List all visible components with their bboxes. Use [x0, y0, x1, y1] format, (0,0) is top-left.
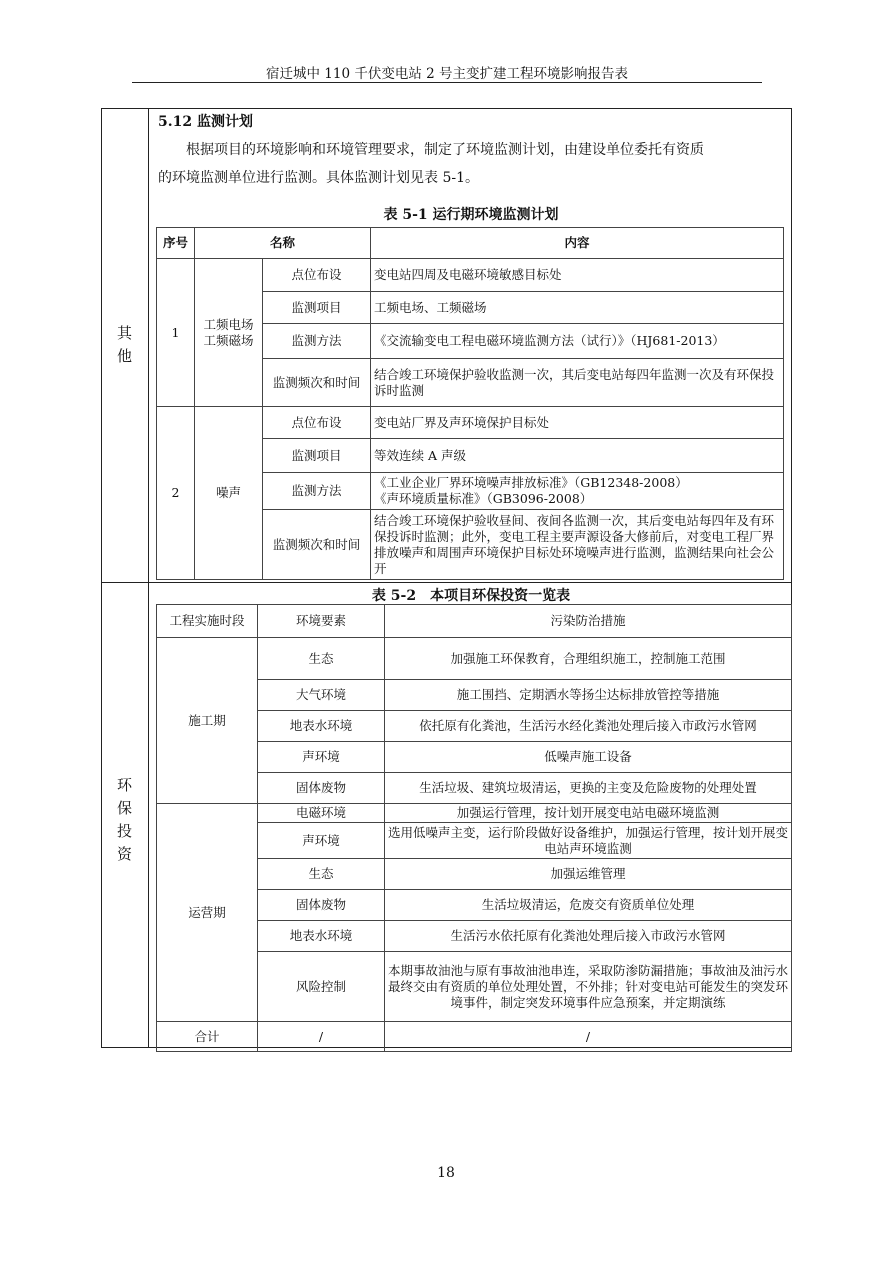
- header-no: 序号: [157, 228, 195, 259]
- header-name: 名称: [195, 228, 371, 259]
- content-cell: 等效连续 A 声级: [371, 439, 784, 473]
- content-cell: 《工业企业厂界环境噪声排放标准》（GB12348-2008） 《声环境质量标准》（GB3096-2008）: [371, 473, 784, 510]
- side-label-other-char2: 他: [116, 347, 132, 365]
- item-cell: 监测频次和时间: [263, 359, 371, 407]
- element-cell: 大气环境: [258, 680, 385, 711]
- header-measure: 污染防治措施: [385, 605, 792, 638]
- table-total-row: [157, 1022, 792, 1052]
- table-header-row: [157, 605, 792, 638]
- content-cell: 结合竣工环境保护验收昼间、夜间各监测一次，其后变电站每四年及有环保投诉时监测；此外，变电工程主要声源设备大修前后，对变电工程厂界排放噪声和周围声环境保护目标处环境噪声进行监测，监测结果向社会公开: [371, 510, 784, 580]
- measure-cell: 依托原有化粪池，生活污水经化粪池处理后接入市政污水管网: [385, 711, 792, 742]
- measure-cell: 加强运行管理，按计划开展变电站电磁环境监测: [385, 804, 792, 823]
- section-title: 5.12 监测计划: [158, 114, 253, 130]
- total-element: /: [258, 1022, 385, 1052]
- measure-cell: 低噪声施工设备: [385, 742, 792, 773]
- content-cell: 变电站四周及电磁环境敏感目标处: [371, 259, 784, 292]
- side-label-invest: 环 保 投 资: [116, 776, 132, 863]
- section-paragraph-line2: 的环境监测单位进行监测。具体监测计划见表 5-1。: [158, 170, 479, 186]
- content-cell: 工频电场、工频磁场: [371, 292, 784, 324]
- element-cell: 声环境: [258, 742, 385, 773]
- measure-cell: 生活垃圾、建筑垃圾清运，更换的主变及危险废物的处理处置: [385, 773, 792, 804]
- element-cell: 电磁环境: [258, 804, 385, 823]
- total-label: 合计: [157, 1022, 258, 1052]
- phase-cell: 运营期: [157, 804, 258, 1022]
- element-cell: 固体废物: [258, 773, 385, 804]
- table-row: [157, 407, 784, 439]
- element-cell: 地表水环境: [258, 921, 385, 952]
- page-number: 18: [437, 1165, 455, 1181]
- phase-cell: 施工期: [157, 638, 258, 804]
- item-cell: 监测方法: [263, 473, 371, 510]
- total-measure: /: [385, 1022, 792, 1052]
- factor-cell: 噪声: [195, 407, 263, 580]
- content-cell: 变电站厂界及声环境保护目标处: [371, 407, 784, 439]
- element-cell: 声环境: [258, 823, 385, 859]
- row-no: 2: [157, 407, 195, 580]
- item-cell: 监测频次和时间: [263, 510, 371, 580]
- measure-cell: 生活垃圾清运，危废交有资质单位处理: [385, 890, 792, 921]
- section-divider: [101, 582, 792, 583]
- header-element: 环境要素: [258, 605, 385, 638]
- element-cell: 风险控制: [258, 952, 385, 1022]
- item-cell: 监测项目: [263, 439, 371, 473]
- table-row: [157, 804, 792, 823]
- table-header-row: [157, 228, 784, 259]
- measure-cell: 加强运维管理: [385, 859, 792, 890]
- table2-caption: 表 5-2 本项目环保投资一览表: [371, 588, 571, 604]
- content-cell: 《交流输变电工程电磁环境监测方法（试行）》（HJ681-2013）: [371, 324, 784, 359]
- section-paragraph-line1: 根据项目的环境影响和环境管理要求，制定了环境监测计划，由建设单位委托有资质: [186, 142, 704, 158]
- item-cell: 点位布设: [263, 259, 371, 292]
- row-no: 1: [157, 259, 195, 407]
- table-row: [157, 259, 784, 292]
- table-row: [157, 638, 792, 680]
- header-phase: 工程实施时段: [157, 605, 258, 638]
- side-column-divider: [148, 108, 149, 1048]
- element-cell: 生态: [258, 638, 385, 680]
- measure-cell: 加强施工环保教育，合理组织施工，控制施工范围: [385, 638, 792, 680]
- measure-cell: 选用低噪声主变，运行阶段做好设备维护，加强运行管理，按计划开展变电站声环境监测: [385, 823, 792, 859]
- measure-cell: 施工围挡、定期洒水等扬尘达标排放管控等措施: [385, 680, 792, 711]
- side-label-other-char1: 其: [116, 324, 132, 342]
- factor-cell: 工频电场 工频磁场: [195, 259, 263, 407]
- element-cell: 固体废物: [258, 890, 385, 921]
- monitoring-plan-table: [156, 227, 784, 580]
- item-cell: 监测方法: [263, 324, 371, 359]
- header-content: 内容: [371, 228, 784, 259]
- measure-cell: 本期事故油池与原有事故油池串连，采取防渗防漏措施；事故油及油污水最终交由有资质的单位处理处置，不外排；针对变电站可能发生的突发环境事件，制定突发环境事件应急预案，并定期演练: [385, 952, 792, 1022]
- header-rule: [132, 82, 762, 83]
- element-cell: 地表水环境: [258, 711, 385, 742]
- page-header: 宿迁城中 110 千伏变电站 2 号主变扩建工程环境影响报告表: [265, 66, 629, 82]
- element-cell: 生态: [258, 859, 385, 890]
- item-cell: 监测项目: [263, 292, 371, 324]
- side-label-other: [101, 322, 148, 368]
- env-investment-table: [156, 604, 792, 1052]
- table1-caption: 表 5-1 运行期环境监测计划: [383, 207, 559, 223]
- measure-cell: 生活污水依托原有化粪池处理后接入市政污水管网: [385, 921, 792, 952]
- content-cell: 结合竣工环境保护验收监测一次，其后变电站每四年监测一次及有环保投诉时监测: [371, 359, 784, 407]
- item-cell: 点位布设: [263, 407, 371, 439]
